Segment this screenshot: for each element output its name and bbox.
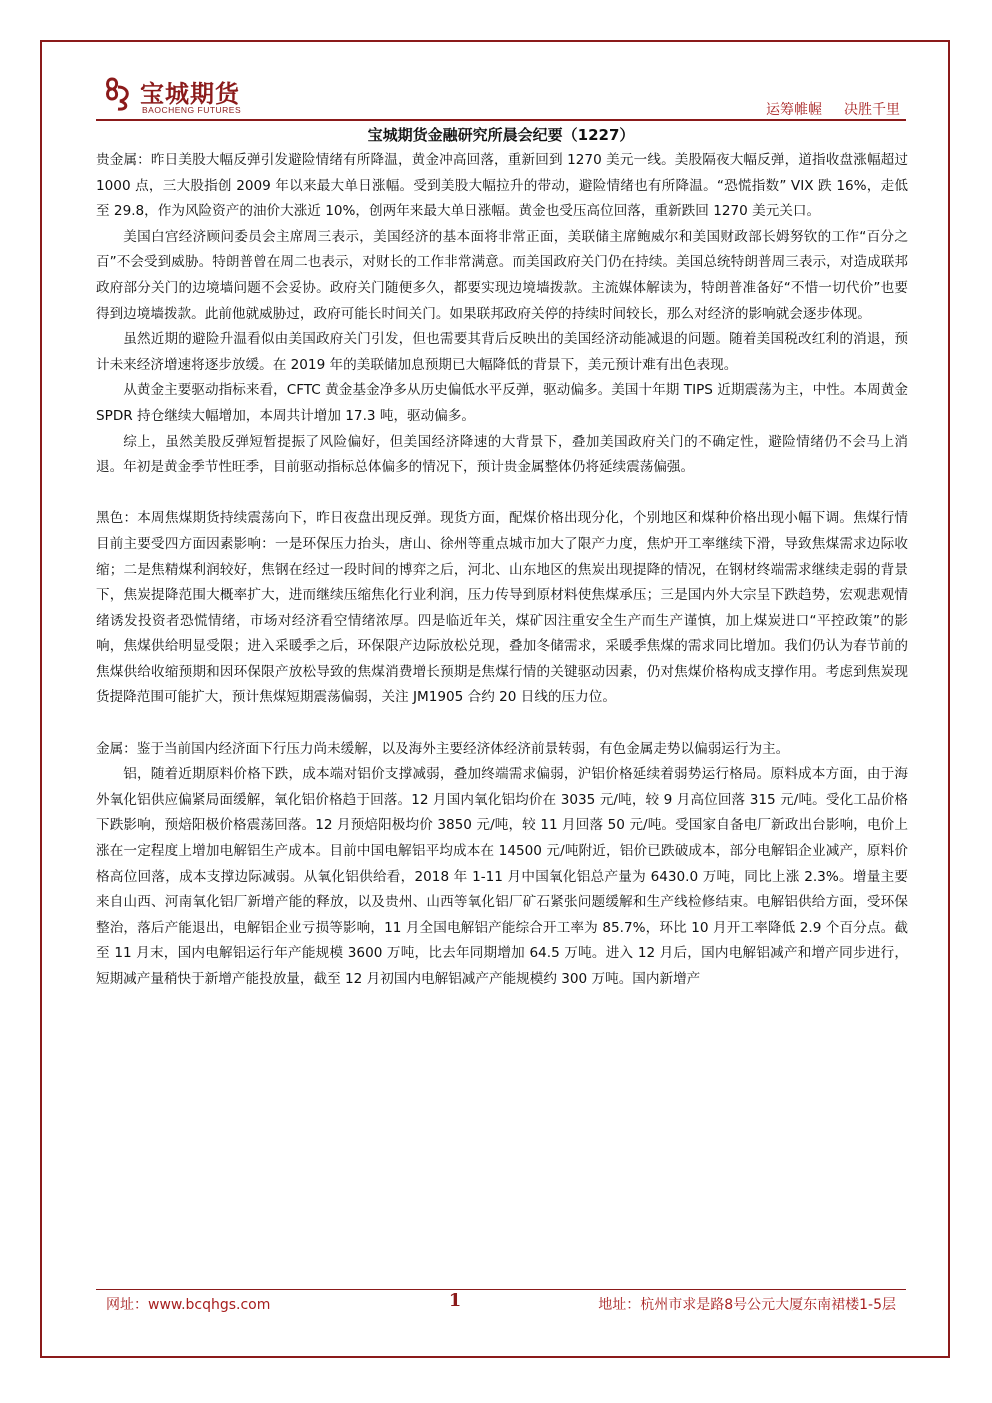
paragraph-metals: 金属：鉴于当前国内经济面下行压力尚未缓解，以及海外主要经济体经济前景转弱，有色金属走势以偏弱运行为主。 — [96, 740, 790, 757]
slogan — [744, 99, 900, 119]
document-title: 宝城期货金融研究所晨会纪要（1227） — [367, 126, 635, 144]
footer-divider — [96, 1289, 906, 1290]
paragraph: 虽然近期的避险升温看似由美国政府关门引发，但也需要其背后反映出的美国经济动能减退的问题。随着美国税改红利的消退，预计未来经济增速将逐步放缓。在 2019 年的美联储加息预期已大幅降低的背景下，美元预计难有出色表现。 — [96, 331, 908, 373]
header-divider — [96, 119, 906, 121]
section-gap — [96, 711, 908, 737]
slogan-left: 运筹帷幄 — [766, 102, 822, 118]
page-header — [100, 72, 900, 122]
baocheng-logo-icon — [104, 77, 134, 111]
document-body — [96, 148, 908, 993]
logo-text: 宝城期货 — [140, 79, 240, 108]
footer-website: 网址：www.bcqhgs.com — [106, 1297, 271, 1313]
paragraph: 从黄金主要驱动指标来看，CFTC 黄金基金净多从历史偏低水平反弹，驱动偏多。美国十年期 TIPS 近期震荡为主，中性。本周黄金 SPDR 持仓继续大幅增加，本周共计增加 17.3 吨，驱动偏多。 — [96, 382, 908, 424]
footer-address: 地址：杭州市求是路8号公元大厦东南裙楼1-5层 — [598, 1297, 896, 1313]
section-gap — [96, 481, 908, 507]
logo-english-text: BAOCHENG FUTURES — [142, 105, 242, 115]
paragraph-aluminum: 铝，随着近期原料价格下跌，成本端对铝价支撑减弱，叠加终端需求偏弱，沪铝价格延续着弱势运行格局。原料成本方面，由于海外氧化铝供应偏紧局面缓解，氧化铝价格趋于回落。12 月国内氧化铝均价在 3035 元/吨，较 9 月高位回落 315 元/吨。受化工品价格下跌影响，预焙阳极价格震荡回落。12 月预焙阳极均价 3850 元/吨，较 11 月回落 50 元/吨。受国家自备电厂新政出台影响，电价上涨在一定程度上增加电解铝生产成本。目前中国电解铝平均成本在 14500 元/吨附近，铝价已跌破成本，部分电解铝企业减产，原料价格高位回落，成本支撑边际减弱。从氧化铝供给看，2018 年 1-11 月中国氧化铝总产量为 6430.0 万吨，同比上涨 2.3%。增量主要来自山西、河南氧化铝厂新增产能的释放，以及贵州、山西等氧化铝厂矿石紧张问题缓解和生产线检修结束。电解铝供给方面，受环保整治，落后产能退出，电解铝企业亏损等影响，11 月全国电解铝产能综合开工率为 85.7%，环比 10 月开工率降低 2.9 个百分点。截至 11 月末，国内电解铝运行年产能规模 3600 万吨，比去年同期增加 64.5 万吨。进入 12 月后，国内电解铝减产和增产同步进行，短期减产量稍快于新增产能投放量，截至 12 月初国内电解铝减产产能规模约 300 万吨。国内新增产 — [96, 766, 908, 987]
page-number: 1 — [448, 1290, 462, 1311]
paragraph-ferrous: 黑色：本周焦煤期货持续震荡向下，昨日夜盘出现反弹。现货方面，配煤价格出现分化，个别地区和煤种价格出现小幅下调。焦煤行情目前主要受四方面因素影响：一是环保压力抬头，唐山、徐州等重点城市加大了限产力度，焦炉开工率继续下滑，导致焦煤需求边际收缩；二是焦精煤利润较好，焦钢在经过一段时间的博弈之后，河北、山东地区的焦炭出现提降的情况，在钢材终端需求继续走弱的背景下，焦炭提降范围大概率扩大，进而继续压缩焦化行业利润，压力传导到原材料使焦煤承压；三是国内外大宗呈下跌趋势，宏观悲观情绪诱发投资者恐慌情绪，市场对经济看空情绪浓厚。四是临近年关，煤矿因注重安全生产而生产谨慎，加上煤炭进口“平控政策”的影响，焦煤供给明显受限；进入采暖季之后，环保限产边际放松兑现，叠加冬储需求，采暖季焦煤的需求同比增加。我们仍认为春节前的焦煤供给收缩预期和因环保限产放松导致的焦煤消费增长预期是焦煤行情的关键驱动因素，仍对焦煤价格构成支撑作用。考虑到焦炭现货提降范围可能扩大，预计焦煤短期震荡偏弱，关注 JM1905 合约 20 日线的压力位。 — [96, 510, 908, 706]
paragraph: 美国白宫经济顾问委员会主席周三表示，美国经济的基本面将非常正面，美联储主席鲍威尔和美国财政部长姆努钦的工作“百分之百”不会受到威胁。特朗普曾在周二也表示，对财长的工作非常满意。而美国政府关门仍在持续。美国总统特朗普周三表示，对造成联邦政府部分关门的边境墙问题不会妥协。政府关门随便多久，都要实现边境墙拨款。主流媒体解读为，特朗普准备好“不惜一切代价”也要得到边境墙拨款。此前他就威胁过，政府可能长时间关门。如果联邦政府关停的持续时间较长，那么对经济的影响就会逐步体现。 — [96, 228, 908, 322]
paragraph-precious-metals: 贵金属：昨日美股大幅反弹引发避险情绪有所降温，黄金冲高回落，重新回到 1270 美元一线。美股隔夜大幅反弹，道指收盘涨幅超过 1000 点，三大股指创 2009 年以来最大单日涨幅。受到美股大幅拉升的带动，避险情绪也有所降温。“恐慌指数” VIX 跌 16%，走低至 29.8，作为风险资产的油价大涨近 10%，创两年来最大单日涨幅。黄金也受压高位回落，重新跌回 1270 美元关口。 — [96, 152, 908, 220]
paragraph: 综上，虽然美股反弹短暂提振了风险偏好，但美国经济降速的大背景下，叠加美国政府关门的不确定性，避险情绪仍不会马上消退。年初是黄金季节性旺季，目前驱动指标总体偏多的情况下，预计贵金属整体仍将延续震荡偏强。 — [96, 433, 908, 476]
slogan-right: 决胜千里 — [844, 102, 900, 118]
